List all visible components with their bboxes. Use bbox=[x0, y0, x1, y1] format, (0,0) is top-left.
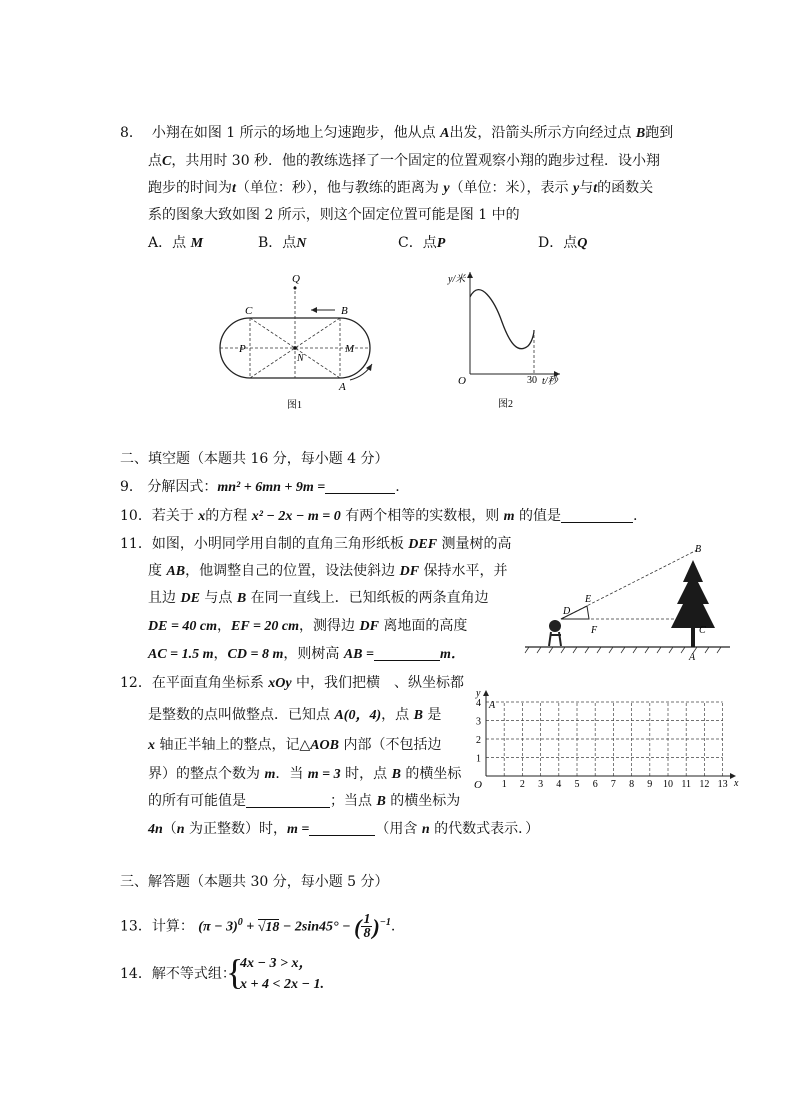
x-tick-label: 5 bbox=[574, 779, 580, 790]
q11-fig-label-f: F bbox=[591, 625, 598, 636]
fig1-label-b: B bbox=[341, 305, 348, 317]
q8-line2: 点C，共用时 30 秒．他的教练选择了一个固定的位置观察小翔的跑步过程．设小翔 bbox=[148, 153, 661, 169]
x-tick-label: 7 bbox=[610, 779, 616, 790]
q12-line5: 的所有可能值是 ；当点 B 的横坐标为 bbox=[148, 793, 461, 809]
q9-answer-blank[interactable] bbox=[325, 479, 395, 494]
fig2-ylabel: y/米 bbox=[448, 274, 466, 285]
q10-equation: x² − 2x − m = 0 bbox=[251, 509, 341, 524]
q11-fig-label-b: B bbox=[695, 544, 702, 555]
q12-answer-blank-1[interactable] bbox=[246, 793, 330, 808]
q9-expr: mn² + 6mn + 9m = bbox=[217, 480, 326, 495]
fig1-label-n: N bbox=[297, 353, 304, 364]
q8-line4: 系的图象大致如图 2 所示，则这个固定位置可能是图 1 中的 bbox=[148, 207, 520, 223]
q8-option-a: A．点 M bbox=[148, 235, 204, 251]
q8-line3: 跑步的时间为t（单位：秒），他与教练的距离为 y（单位：米），表示 y与t的函数关 bbox=[148, 180, 654, 196]
x-tick-label: 10 bbox=[663, 779, 673, 790]
x-tick-label: 9 bbox=[647, 779, 653, 790]
q14-label: 14．解不等式组： bbox=[120, 966, 236, 982]
q12-line1: 12．在平面直角坐标系 xOy 中，我们把横 、纵坐标都 bbox=[120, 675, 465, 691]
q8-line1: 8． 小翔在如图 1 所示的场地上匀速跑步，他从点 A出发，沿箭头所示方向经过点 B跑到 bbox=[120, 125, 674, 141]
q11-fig-label-a: A bbox=[689, 652, 696, 663]
fig1-label-m: M bbox=[345, 343, 355, 355]
x-tick-label: 6 bbox=[592, 779, 598, 790]
q13: 13．计算： $(\pi - 3)^0 + √18 - 2\sin 45^\circ$ − ( $\frac{1}{8}$ )$^{-1}$. bbox=[120, 912, 396, 942]
q11-line2: 度 AB，他调整自己的位置，设法使斜边 DF 保持水平，并 bbox=[148, 563, 508, 579]
q11-line5: AC = 1.5 m，CD = 8 m，则树高 AB = m． bbox=[148, 646, 465, 662]
q10: 10．若关于 x的方程 x² − 2x − m = 0 有两个相等的实数根，则 m 的值是 . bbox=[120, 508, 638, 524]
y-tick-label: 3 bbox=[476, 716, 481, 728]
fig2-xlabel: t/秒 bbox=[542, 376, 558, 387]
q12-line2: 是整数的点叫做整点．已知点 A(0，4)，点 B 是 bbox=[148, 707, 442, 723]
q11-answer-blank[interactable] bbox=[374, 646, 440, 661]
q14-brace: { bbox=[226, 952, 244, 992]
fig1-label-c: C bbox=[245, 305, 253, 317]
q11-fig-label-d: D bbox=[563, 606, 571, 617]
q10-answer-blank[interactable] bbox=[561, 508, 633, 523]
q8-option-d: D．点Q bbox=[538, 235, 588, 251]
y-tick-label: 4 bbox=[476, 698, 481, 709]
q12-grid-xlabel: x bbox=[734, 778, 739, 789]
q12-line3: x 轴正半轴上的整点，记△AOB 内部（不包括边 bbox=[148, 737, 442, 753]
x-tick-label: 3 bbox=[538, 779, 544, 790]
q12-coordinate-grid bbox=[472, 686, 742, 796]
fig2-origin: O bbox=[458, 375, 466, 387]
section-3-title: 三、解答题（本题共 30 分，每小题 5 分） bbox=[120, 874, 389, 890]
q11-line1: 11．如图，小明同学用自制的直角三角形纸板 DEF 测量树的高 bbox=[120, 536, 512, 552]
q12-line4: 界）的整点个数为 m．当 m = 3 时，点 B 的横坐标 bbox=[148, 766, 462, 782]
q11-figure-tree bbox=[525, 540, 740, 665]
q12-grid-origin: O bbox=[474, 779, 482, 791]
y-tick-label: 2 bbox=[476, 735, 481, 746]
fig1-caption: 图1 bbox=[287, 400, 302, 411]
q8-number: 8． bbox=[120, 125, 143, 141]
q11-line4: DE = 40 cm，EF = 20 cm，测得边 DF 离地面的高度 bbox=[148, 618, 468, 634]
q8-option-c: C．点P bbox=[398, 235, 446, 251]
q12-grid-ylabel: y bbox=[476, 688, 481, 699]
q11-line3: 且边 DE 与点 B 在同一直线上．已知纸板的两条直角边 bbox=[148, 590, 489, 606]
fig1-label-q: Q bbox=[292, 273, 300, 285]
x-tick-label: 13 bbox=[717, 779, 728, 790]
x-tick-label: 8 bbox=[629, 779, 635, 790]
q12-grid-label-a: A bbox=[489, 700, 496, 711]
q14-row1: 4x − 3 > x， bbox=[240, 956, 313, 971]
section-2-title: 二、填空题（本题共 16 分，每小题 4 分） bbox=[120, 451, 389, 467]
q11-fig-label-c: C bbox=[699, 625, 706, 636]
x-tick-label: 2 bbox=[519, 779, 525, 790]
x-tick-label: 1 bbox=[501, 779, 507, 790]
y-tick-label: 1 bbox=[476, 753, 481, 765]
figure-1-track bbox=[215, 268, 375, 418]
q14-row2: x + 4 < 2x − 1. bbox=[240, 977, 324, 992]
q11-fig-label-e: E bbox=[585, 594, 592, 605]
x-tick-label: 11 bbox=[681, 779, 692, 790]
q9: 9． 分解因式：mn² + 6mn + 9m = . bbox=[120, 479, 400, 495]
fig1-label-p: P bbox=[239, 343, 246, 355]
x-tick-label: 12 bbox=[699, 779, 710, 790]
fig2-tick-30: 30 bbox=[527, 375, 537, 386]
fig2-caption: 图2 bbox=[498, 399, 513, 410]
q12-line6: 4n（n 为正整数）时，m = （用含 n 的代数式表示．） bbox=[148, 821, 540, 837]
q8-option-b: B．点N bbox=[258, 235, 307, 251]
fig1-label-a: A bbox=[339, 381, 346, 393]
x-tick-label: 4 bbox=[556, 779, 562, 790]
q12-answer-blank-2[interactable] bbox=[309, 821, 375, 836]
figure-2-graph bbox=[440, 262, 570, 412]
